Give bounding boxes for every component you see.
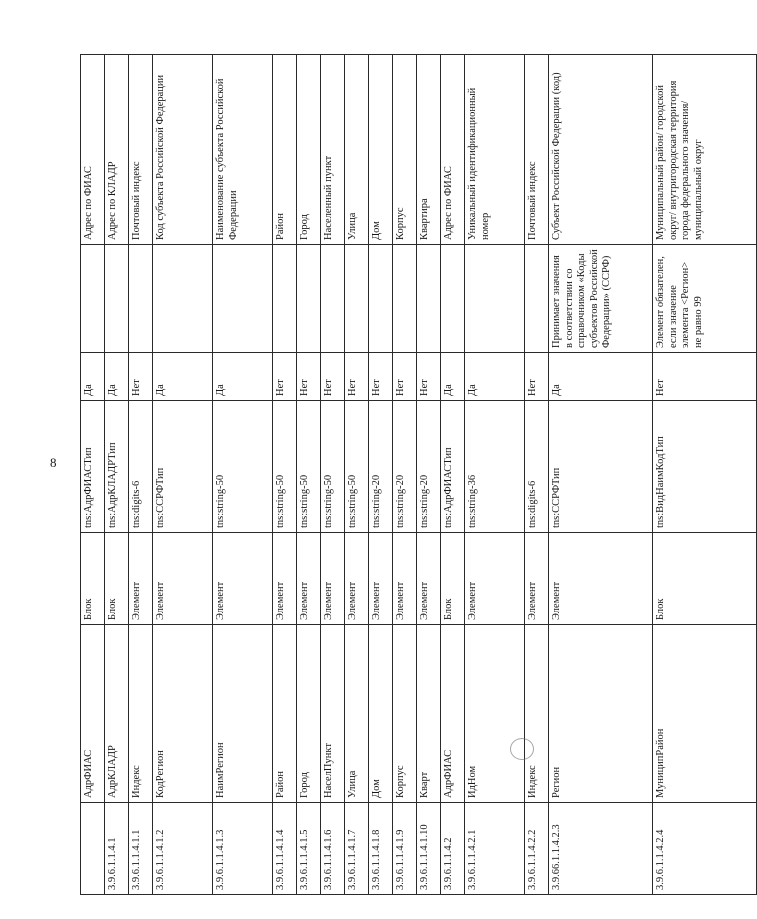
- required-cell: Нет: [273, 353, 297, 401]
- element-type-cell: Элемент: [273, 533, 297, 625]
- row-number-cell: 3.9.66.1.1.4.2.3: [549, 803, 653, 895]
- note-cell: [393, 245, 417, 353]
- element-name-cell: КодРегион: [153, 625, 213, 803]
- row-number-cell: 3.9.6.1.1.4.2.4: [653, 803, 757, 895]
- description-cell: Квартира: [417, 55, 441, 245]
- table-row: [525, 55, 549, 895]
- note-cell: [345, 245, 369, 353]
- note-cell: [525, 245, 549, 353]
- element-type-cell: Элемент: [369, 533, 393, 625]
- row-number-cell: 3.9.6.1.1.4.1.9: [393, 803, 417, 895]
- page-number: 8: [50, 455, 57, 470]
- element-spec-table: [80, 54, 757, 895]
- required-cell: Нет: [653, 353, 757, 401]
- row-number-cell: 3.9.6.1.1.4.1.1: [129, 803, 153, 895]
- table-row: [213, 55, 273, 895]
- note-cell: [81, 245, 105, 353]
- required-cell: Нет: [417, 353, 441, 401]
- note-cell: [297, 245, 321, 353]
- element-name-cell: АдрКЛАДР: [105, 625, 129, 803]
- required-cell: Да: [549, 353, 653, 401]
- note-cell: [213, 245, 273, 353]
- description-cell: Муниципальный район/ городской округ/ внутригородская территория города федерального значения/ муниципальный округ: [653, 55, 757, 245]
- row-number-cell: 3.9.6.1.1.4.1.7: [345, 803, 369, 895]
- element-type-cell: Блок: [81, 533, 105, 625]
- note-cell: [321, 245, 345, 353]
- element-name-cell: ИдНом: [465, 625, 525, 803]
- element-type-cell: Элемент: [321, 533, 345, 625]
- rotated-table-container: [80, 55, 704, 895]
- description-cell: Адрес по ФИАС: [441, 55, 465, 245]
- row-number-cell: 3.9.6.1.1.4.1: [105, 803, 129, 895]
- description-cell: Адрес по КЛАДР: [105, 55, 129, 245]
- format-cell: tns:string-50: [213, 401, 273, 533]
- note-cell: Элемент обязателен, если значение элемента <Регион> не равно 99: [653, 245, 757, 353]
- description-cell: Район: [273, 55, 297, 245]
- note-cell: [441, 245, 465, 353]
- element-type-cell: Элемент: [393, 533, 417, 625]
- description-cell: Адрес по ФИАС: [81, 55, 105, 245]
- element-type-cell: Блок: [105, 533, 129, 625]
- element-type-cell: Элемент: [153, 533, 213, 625]
- description-cell: Дом: [369, 55, 393, 245]
- description-cell: Субъект Российской Федерации (код): [549, 55, 653, 245]
- required-cell: Нет: [297, 353, 321, 401]
- format-cell: tns:string-50: [297, 401, 321, 533]
- format-cell: tns:string-50: [273, 401, 297, 533]
- description-cell: Почтовый индекс: [525, 55, 549, 245]
- format-cell: tns:string-36: [465, 401, 525, 533]
- format-cell: tns:АдрФИАСТип: [441, 401, 465, 533]
- note-cell: [129, 245, 153, 353]
- row-number-cell: 3.9.6.1.1.4.2.1: [465, 803, 525, 895]
- note-cell: [105, 245, 129, 353]
- element-name-cell: АдрФИАС: [81, 625, 105, 803]
- element-type-cell: Элемент: [525, 533, 549, 625]
- element-name-cell: Улица: [345, 625, 369, 803]
- description-cell: Улица: [345, 55, 369, 245]
- table-row: [549, 55, 653, 895]
- element-type-cell: Блок: [441, 533, 465, 625]
- row-number-cell: 3.9.6.1.1.4.2.2: [525, 803, 549, 895]
- note-cell: [153, 245, 213, 353]
- required-cell: Да: [105, 353, 129, 401]
- element-name-cell: Регион: [549, 625, 653, 803]
- required-cell: Да: [465, 353, 525, 401]
- description-cell: Почтовый индекс: [129, 55, 153, 245]
- table-row: [369, 55, 393, 895]
- element-name-cell: АдрФИАС: [441, 625, 465, 803]
- format-cell: tns:ССРФТип: [549, 401, 653, 533]
- table-row: [417, 55, 441, 895]
- format-cell: tns:ВидНаимКодТип: [653, 401, 757, 533]
- required-cell: Нет: [321, 353, 345, 401]
- row-number-cell: 3.9.6.1.1.4.1.3: [213, 803, 273, 895]
- note-cell: [369, 245, 393, 353]
- table-row: [321, 55, 345, 895]
- required-cell: Да: [153, 353, 213, 401]
- element-type-cell: Блок: [653, 533, 757, 625]
- element-name-cell: Кварт: [417, 625, 441, 803]
- table-row: [393, 55, 417, 895]
- element-type-cell: Элемент: [549, 533, 653, 625]
- element-type-cell: Элемент: [129, 533, 153, 625]
- element-name-cell: Дом: [369, 625, 393, 803]
- description-cell: Город: [297, 55, 321, 245]
- table-row: [297, 55, 321, 895]
- table-row: [441, 55, 465, 895]
- row-number-cell: [81, 803, 105, 895]
- format-cell: tns:АдрКЛАДРТип: [105, 401, 129, 533]
- element-name-cell: Город: [297, 625, 321, 803]
- row-number-cell: 3.9.6.1.1.4.1.5: [297, 803, 321, 895]
- required-cell: Нет: [525, 353, 549, 401]
- note-cell: [273, 245, 297, 353]
- element-name-cell: НаимРегион: [213, 625, 273, 803]
- description-cell: Код субъекта Российской Федерации: [153, 55, 213, 245]
- element-type-cell: Элемент: [465, 533, 525, 625]
- format-cell: tns:digits-6: [525, 401, 549, 533]
- note-cell: [465, 245, 525, 353]
- format-cell: tns:АдрФИАСТип: [81, 401, 105, 533]
- required-cell: Да: [213, 353, 273, 401]
- format-cell: tns:ССРФТип: [153, 401, 213, 533]
- row-number-cell: 3.9.6.1.1.4.1.8: [369, 803, 393, 895]
- row-number-cell: 3.9.6.1.1.4.1.4: [273, 803, 297, 895]
- description-cell: Уникальный идентификационный номер: [465, 55, 525, 245]
- element-type-cell: Элемент: [297, 533, 321, 625]
- element-type-cell: Элемент: [213, 533, 273, 625]
- table-row: [81, 55, 105, 895]
- required-cell: Нет: [345, 353, 369, 401]
- element-name-cell: НаселПункт: [321, 625, 345, 803]
- element-name-cell: Корпус: [393, 625, 417, 803]
- format-cell: tns:string-20: [369, 401, 393, 533]
- row-number-cell: 3.9.6.1.1.4.1.10: [417, 803, 441, 895]
- description-cell: Наименование субъекта Российской Федерации: [213, 55, 273, 245]
- pen-mark: [510, 738, 534, 760]
- element-name-cell: Индекс: [525, 625, 549, 803]
- element-type-cell: Элемент: [417, 533, 441, 625]
- format-cell: tns:string-50: [321, 401, 345, 533]
- format-cell: tns:string-20: [417, 401, 441, 533]
- element-name-cell: Индекс: [129, 625, 153, 803]
- required-cell: Да: [81, 353, 105, 401]
- element-name-cell: Район: [273, 625, 297, 803]
- description-cell: Населенный пункт: [321, 55, 345, 245]
- note-cell: [417, 245, 441, 353]
- row-number-cell: 3.9.6.1.1.4.1.6: [321, 803, 345, 895]
- table-row: [129, 55, 153, 895]
- table-row: [653, 55, 757, 895]
- format-cell: tns:string-50: [345, 401, 369, 533]
- row-number-cell: 3.9.6.1.1.4.2: [441, 803, 465, 895]
- table-row: [105, 55, 129, 895]
- element-type-cell: Элемент: [345, 533, 369, 625]
- table-row: [345, 55, 369, 895]
- required-cell: Нет: [393, 353, 417, 401]
- format-cell: tns:digits-6: [129, 401, 153, 533]
- required-cell: Нет: [369, 353, 393, 401]
- table-row: [273, 55, 297, 895]
- table-row: [153, 55, 213, 895]
- table-row: [465, 55, 525, 895]
- format-cell: tns:string-20: [393, 401, 417, 533]
- note-cell: Принимает значения в соответствии со справочником «Коды субъектов Российской Федерации» (ССРФ): [549, 245, 653, 353]
- description-cell: Корпус: [393, 55, 417, 245]
- row-number-cell: 3.9.6.1.1.4.1.2: [153, 803, 213, 895]
- element-name-cell: МуниципРайон: [653, 625, 757, 803]
- required-cell: Нет: [129, 353, 153, 401]
- required-cell: Да: [441, 353, 465, 401]
